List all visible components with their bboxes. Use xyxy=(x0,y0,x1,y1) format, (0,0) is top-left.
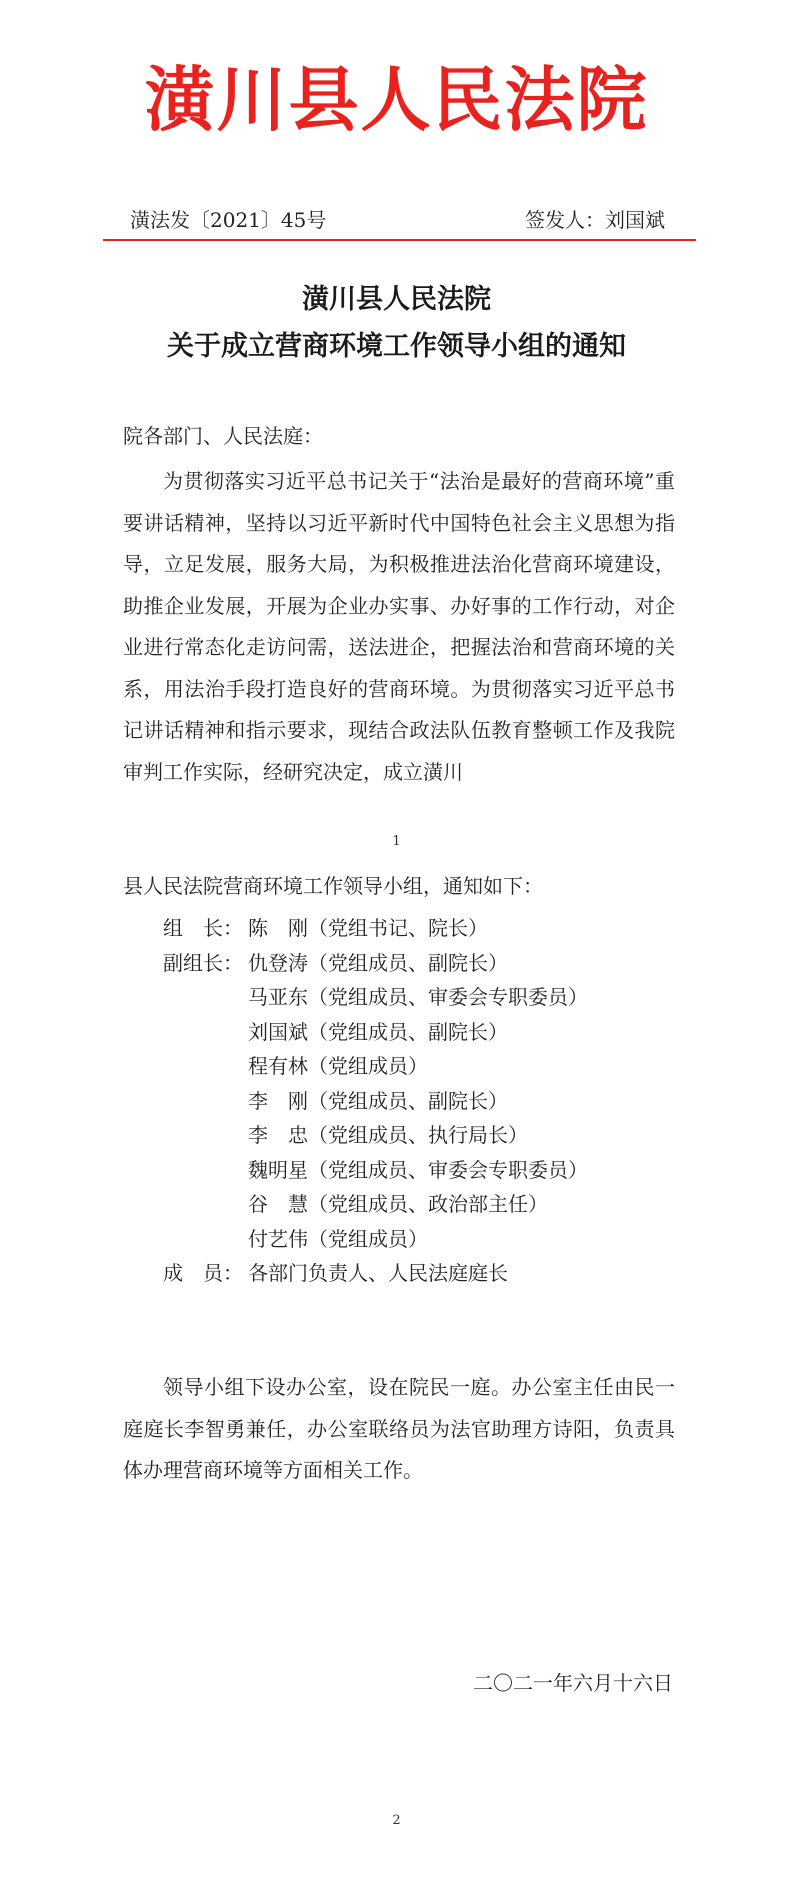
members-description: 各部门负责人、人民法庭庭长 xyxy=(248,1261,508,1285)
court-name-header: 潢川县人民法院 xyxy=(144,58,649,141)
deputy-name: 马亚东（党组成员、审委会专职委员） xyxy=(248,985,588,1009)
deputy-name: 付艺伟（党组成员） xyxy=(248,1226,428,1251)
deputy-name: 李 刚（党组成员、副院长） xyxy=(248,1088,508,1113)
deputy-name: 谷 慧（党组成员、政治部主任） xyxy=(248,1192,548,1216)
deputy-role-label: 副组长： xyxy=(163,950,243,975)
title-line-2: 关于成立营商环境工作领导小组的通知 xyxy=(167,331,626,362)
deputy-name: 魏明星（党组成员、审委会专职委员） xyxy=(248,1157,588,1182)
title-line-1: 潢川县人民法院 xyxy=(302,284,491,315)
red-divider-line xyxy=(103,239,696,241)
salutation: 院各部门、人民法庭： xyxy=(123,424,323,448)
page-number-1: 1 xyxy=(392,834,401,849)
document-number: 潢法发〔2021〕45号 xyxy=(130,208,327,232)
deputy-name: 李 忠（党组成员、执行局长） xyxy=(248,1123,528,1147)
leader-role-label: 组 长： xyxy=(163,916,243,940)
issue-date: 二〇二一年六月十六日 xyxy=(473,1671,673,1695)
deputy-name: 刘国斌（党组成员、副院长） xyxy=(248,1019,508,1044)
leader-name: 陈 刚（党组书记、院长） xyxy=(248,916,488,940)
continuation-line: 县人民法院营商环境工作领导小组，通知如下： xyxy=(123,874,543,898)
members-role-label: 成 员： xyxy=(163,1261,243,1285)
signer: 签发人：刘国斌 xyxy=(525,208,665,232)
body-paragraph: 为贯彻落实习近平总书记关于“法治是最好的营商环境”重要讲话精神，坚持以习近平新时代中国特色社会主义思想为指导，立足发展，服务大局，为积极推进法治化营商环境建设，助推企业发展，开展为企业办实事、办好事的工作行动，对企业进行常态化走访问需，送法进企，把握法治和营商环境的关系，用法治手段打造良好的营商环境。为贯彻落实习近平总书记讲话精神和指示要求，现结合政法队伍教育整顿工作及我院审判工作实际，经研究决定，成立潢川 xyxy=(123,469,675,784)
page-number-2: 2 xyxy=(392,1813,401,1828)
office-paragraph: 领导小组下设办公室，设在院民一庭。办公室主任由民一庭庭长李智勇兼任，办公室联络员为法官助理方诗阳，负责具体办理营商环境等方面相关工作。 xyxy=(123,1375,675,1482)
deputy-name: 仇登涛（党组成员、副院长） xyxy=(248,950,508,975)
deputy-name: 程有林（党组成员） xyxy=(248,1054,428,1078)
